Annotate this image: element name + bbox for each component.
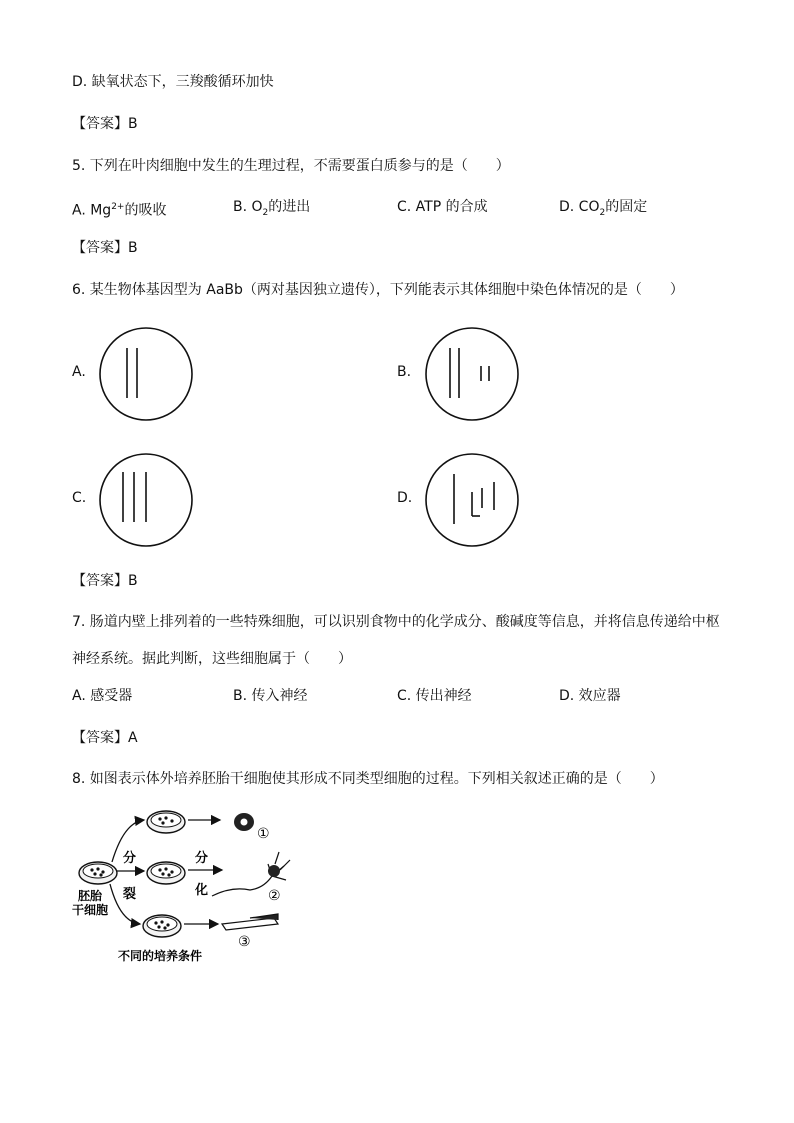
diagram-caption: 不同的培养条件 bbox=[118, 949, 203, 963]
answer-tag: 【答案】 bbox=[72, 116, 128, 132]
q4-answer bbox=[72, 114, 138, 134]
q6-answer bbox=[72, 571, 138, 591]
q5-stem: 5. 下列在叶肉细胞中发生的生理过程，不需要蛋白质参与的是（ ） bbox=[72, 158, 510, 174]
q7-option-a: A. 感受器 bbox=[72, 688, 133, 704]
q7-answer bbox=[72, 728, 138, 748]
q6-label-c: C. bbox=[72, 490, 87, 506]
q4-option-d: D. 缺氧状态下，三羧酸循环加快 bbox=[72, 74, 274, 90]
q7-option-c: C. 传出神经 bbox=[397, 688, 472, 704]
q7-stem-line1: 7. 肠道内壁上排列着的一些特殊细胞，可以识别食物中的化学成分、酸碱度等信息，并将信息传递给中枢 bbox=[72, 614, 720, 630]
q6-figure-d bbox=[424, 452, 520, 548]
answer-value: B bbox=[128, 240, 138, 256]
differentiation-1: 分 bbox=[195, 851, 209, 866]
answer-value: B bbox=[128, 573, 138, 589]
q5-option-d: D. $CO_2$的固定 bbox=[559, 199, 648, 218]
answer-tag: 【答案】 bbox=[72, 573, 128, 589]
marker-2: ② bbox=[268, 888, 281, 904]
round-cell-1 bbox=[234, 813, 254, 831]
q5-option-b: B. $O_2$的进出 bbox=[233, 199, 311, 218]
marker-1: ① bbox=[257, 826, 270, 842]
q7-option-b: B. 传入神经 bbox=[233, 688, 308, 704]
dish-top bbox=[147, 811, 185, 833]
q5-option-a: A. $Mg^{2+}$的吸收 bbox=[72, 202, 167, 219]
division-2: 裂 bbox=[123, 887, 137, 902]
q7-stem-line2: 神经系统。据此判断，这些细胞属于（ ） bbox=[72, 651, 352, 667]
source-dish bbox=[79, 862, 117, 884]
q6-label-d: D. bbox=[397, 490, 413, 506]
q6-label-b: B. bbox=[397, 364, 412, 380]
q6-figure-b bbox=[424, 326, 520, 422]
answer-value: B bbox=[128, 116, 138, 132]
q6-stem: 6. 某生物体基因型为 AaBb（两对基因独立遗传），下列能表示其体细胞中染色体情况的是（ ） bbox=[72, 282, 684, 298]
q8-diagram bbox=[72, 800, 312, 965]
q6-label-a: A. bbox=[72, 364, 86, 380]
q5-answer bbox=[72, 238, 138, 258]
answer-tag: 【答案】 bbox=[72, 730, 128, 746]
source-label-2: 干细胞 bbox=[72, 903, 109, 917]
dish-middle bbox=[147, 862, 185, 884]
dish-bottom bbox=[143, 915, 181, 937]
differentiation-2: 化 bbox=[195, 883, 209, 898]
q7-option-d: D. 效应器 bbox=[559, 688, 621, 704]
source-label-1: 胚胎 bbox=[78, 889, 103, 903]
answer-value: A bbox=[128, 730, 138, 746]
answer-tag: 【答案】 bbox=[72, 240, 128, 256]
q6-figure-c bbox=[98, 452, 194, 548]
muscle-cell-3 bbox=[222, 914, 278, 930]
q5-option-c: C. ATP 的合成 bbox=[397, 199, 488, 215]
q8-stem: 8. 如图表示体外培养胚胎干细胞使其形成不同类型细胞的过程。下列相关叙述正确的是（ ） bbox=[72, 771, 664, 787]
marker-3: ③ bbox=[238, 934, 251, 950]
division-1: 分 bbox=[123, 851, 137, 866]
q6-figure-a bbox=[98, 326, 194, 422]
